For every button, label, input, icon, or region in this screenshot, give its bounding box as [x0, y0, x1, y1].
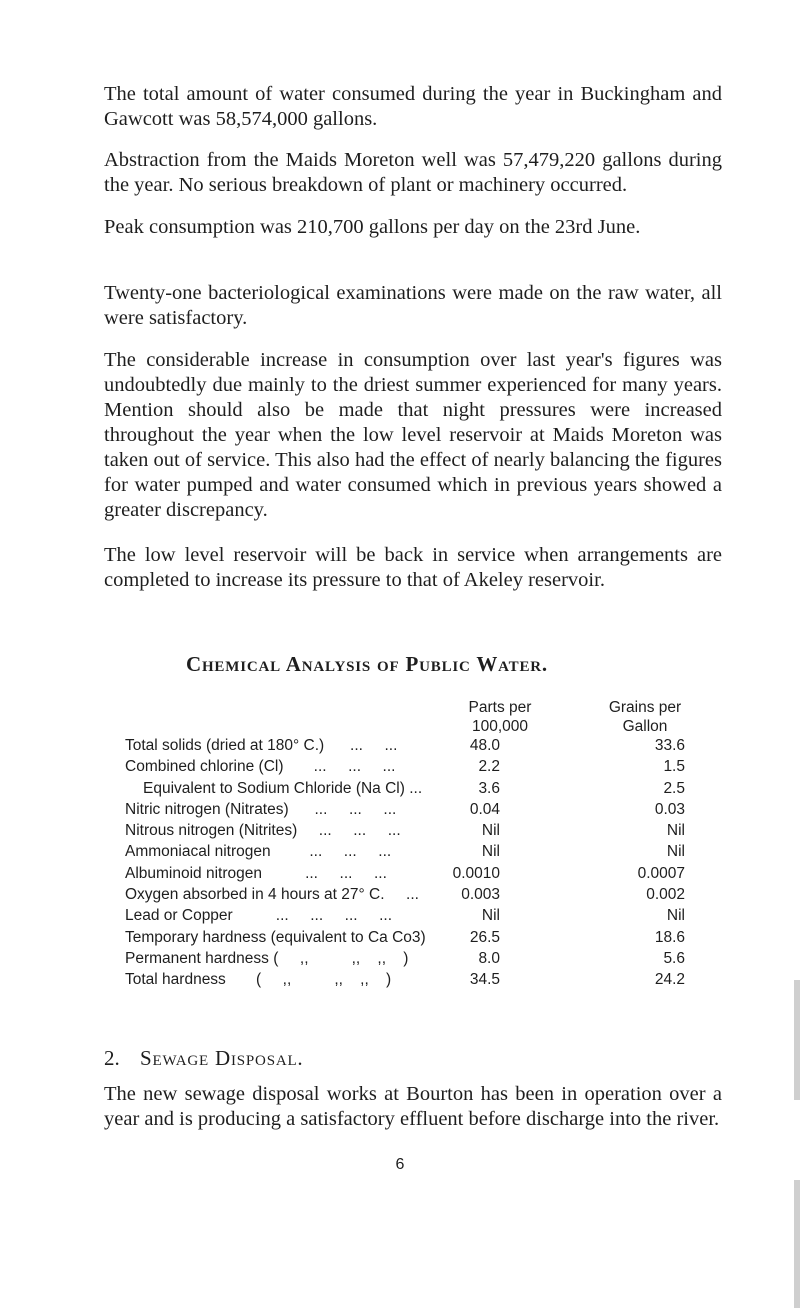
row-grains-value: 0.002	[646, 886, 685, 904]
row-label: Albuminoid nitrogen ... ... ...	[125, 864, 387, 882]
row-parts-value: 2.2	[478, 758, 500, 776]
row-parts-value: 3.6	[478, 779, 500, 797]
row-label: Nitrous nitrogen (Nitrites) ... ... ...	[125, 822, 401, 840]
page-number: 6	[395, 1156, 405, 1173]
row-label: Permanent hardness ( ,, ,, ,, )	[125, 949, 409, 967]
row-label: Nitric nitrogen (Nitrates) ... ... ...	[125, 800, 397, 818]
column-header-grains-line2: Gallon	[622, 718, 668, 735]
paragraph-abstraction: Abstraction from the Maids Moreton well was 57,479,220 gallons during the year. No serious breakdown of plant or machinery occurred.	[104, 149, 722, 196]
row-label: Ammoniacal nitrogen ... ... ...	[125, 843, 392, 861]
row-grains-value: 33.6	[654, 737, 685, 754]
row-parts-value: Nil	[481, 822, 500, 840]
row-parts-value: 34.5	[469, 971, 500, 989]
column-header-parts-line1: Parts per	[468, 699, 532, 716]
row-parts-value: 0.003	[461, 886, 500, 904]
row-grains-value: 5.6	[663, 949, 685, 967]
row-parts-value: 8.0	[478, 949, 500, 967]
row-parts-value: 0.04	[469, 800, 500, 818]
paragraph-increase: The considerable increase in consumption over last year's figures was undoubtedly due mainly to the driest summer experienced for many years. Mention should also be made that night pressures were increased throughout the year when the low level reservoir at Maids Moreton was taken out of service. This also had the effect of nearly balancing the figures for water pumped and water consumed which in previous years showed a greater discrepancy.	[104, 349, 722, 521]
table-row	[125, 971, 685, 992]
table-row	[125, 801, 685, 822]
table-row	[125, 780, 685, 801]
analysis-table	[125, 737, 685, 993]
table-row	[125, 758, 685, 779]
column-header-grains-line1: Grains per	[608, 699, 682, 716]
row-label: Temporary hardness (equivalent to Ca Co3)	[125, 928, 426, 946]
row-grains-value: 18.6	[654, 928, 685, 946]
row-label: Combined chlorine (Cl) ... ... ...	[125, 758, 396, 776]
column-header-grains	[585, 698, 705, 736]
row-grains-value: 24.2	[654, 971, 685, 989]
section-title: Sewage Disposal.	[140, 1046, 304, 1070]
row-grains-value: 0.0007	[637, 864, 685, 882]
table-row	[125, 907, 685, 928]
row-grains-value: 1.5	[663, 758, 685, 776]
row-label: Total hardness ( ,, ,, ,, )	[125, 971, 392, 989]
table-row	[125, 737, 685, 758]
paragraph-bacteriological: Twenty-one bacteriological examinations were made on the raw water, all were satisfactory.	[104, 282, 722, 329]
table-row	[125, 843, 685, 864]
row-parts-value: Nil	[481, 843, 500, 861]
row-grains-value: 0.03	[654, 800, 685, 818]
column-header-parts	[440, 698, 560, 736]
row-grains-value: 2.5	[663, 779, 685, 797]
row-parts-value: 26.5	[469, 928, 500, 946]
row-grains-value: Nil	[666, 907, 685, 925]
row-parts-value: 0.0010	[452, 864, 500, 882]
paragraph-peak-consumption: Peak consumption was 210,700 gallons per day on the 23rd June.	[104, 216, 641, 238]
row-parts-value: 48.0	[469, 737, 500, 754]
table-row	[125, 929, 685, 950]
row-parts-value: Nil	[481, 907, 500, 925]
row-label: Equivalent to Sodium Chloride (Na Cl) ...	[143, 779, 423, 797]
chemical-analysis-heading: Chemical Analysis of Public Water.	[186, 652, 548, 676]
row-grains-value: Nil	[666, 843, 685, 861]
table-row	[125, 865, 685, 886]
paragraph-low-level-reservoir: The low level reservoir will be back in service when arrangements are completed to increase its pressure to that of Akeley reservoir.	[104, 544, 722, 591]
row-label: Lead or Copper ... ... ... ...	[125, 907, 393, 925]
row-label: Oxygen absorbed in 4 hours at 27° C. ...	[125, 886, 419, 904]
row-label: Total solids (dried at 180° C.) ... ...	[125, 737, 398, 754]
row-grains-value: Nil	[666, 822, 685, 840]
scan-edge-shadow	[794, 1180, 800, 1308]
table-row	[125, 950, 685, 971]
scan-edge-shadow	[794, 980, 800, 1100]
table-row	[125, 822, 685, 843]
paragraph-sewage: The new sewage disposal works at Bourton has been in operation over a year and is producing a satisfactory effluent before discharge into the river.	[104, 1083, 722, 1130]
table-row	[125, 886, 685, 907]
section-number: 2.	[104, 1046, 120, 1070]
column-header-parts-line2: 100,000	[471, 718, 529, 735]
paragraph-water-consumed: The total amount of water consumed during the year in Buckingham and Gawcott was 58,574,000 gallons.	[104, 83, 722, 130]
